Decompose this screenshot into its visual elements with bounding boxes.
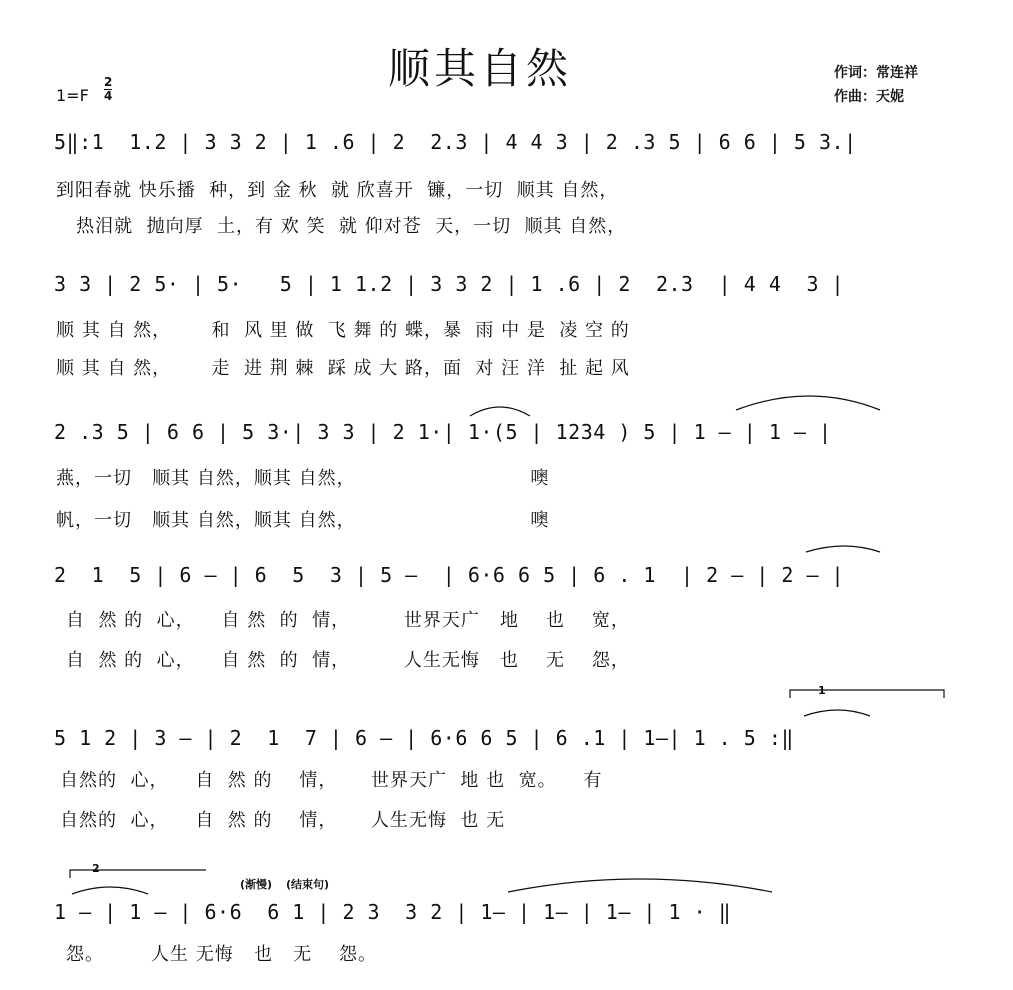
- score-line-1: 5‖:1 1.2 | 3 3 2 | 1 .6 | 2 2.3 | 4 4 3 | 2 .3 5 | 6 6 | 5 3.|: [54, 130, 857, 154]
- lyric-line-5-verse-2: 自然的 心， 自 然 的 情， 人生无悔 也 无: [60, 810, 506, 831]
- lyric-line-2-verse-2: 顺 其 自 然， 走 进 荆 棘 踩 成 大 路，面 对 汪 洋 扯 起 风: [56, 358, 630, 379]
- lyric-line-3-verse-1: 燕，一切 顺其 自然，顺其 自然， 噢: [56, 468, 550, 489]
- time-signature-top: 2: [104, 75, 113, 89]
- volta-1-bracket: [790, 690, 944, 698]
- time-signature-bottom: 4: [104, 89, 113, 103]
- tempo-marking-slow: (渐慢): [240, 878, 273, 891]
- score-line-3: 2 .3 5 | 6 6 | 5 3·| 3 3 | 2 1·| 1·(5 | 1234 ) 5 | 1 — | 1 — |: [54, 420, 832, 444]
- composer-credit: 作曲：天妮: [834, 89, 904, 105]
- slur: [470, 407, 530, 416]
- lyric-line-4-verse-2: 自 然 的 心， 自 然 的 情， 人生无悔 也 无 怨，: [66, 650, 630, 671]
- slur: [508, 879, 772, 892]
- lyricist-credit: 作词：常连祥: [834, 65, 918, 81]
- slur: [804, 710, 870, 716]
- volta-2-label: 2: [92, 862, 100, 875]
- song-title: 顺其自然: [388, 44, 573, 93]
- lyric-line-2-verse-1: 顺 其 自 然， 和 风 里 做 飞 舞 的 蝶，暴 雨 中 是 凌 空 的: [56, 320, 630, 341]
- volta-1-label: 1: [818, 684, 826, 697]
- slur: [806, 546, 880, 552]
- lyric-line-5-verse-1: 自然的 心， 自 然 的 情， 世界天广 地 也 宽。 有: [60, 770, 603, 791]
- slur: [736, 396, 880, 410]
- lyric-line-1-verse-2: 热泪就 抛向厚 土，有 欢 笑 就 仰对苍 天，一切 顺其 自然，: [56, 216, 627, 237]
- score-line-2: 3 3 | 2 5· | 5· 5 | 1 1.2 | 3 3 2 | 1 .6 | 2 2.3 | 4 4 3 |: [54, 272, 845, 296]
- lyric-line-1-verse-1: 到阳春就 快乐播 种，到 金 秋 就 欣喜开 镰，一切 顺其 自然，: [56, 180, 619, 201]
- score-line-6: 1 — | 1 — | 6·6 6 1 | 2 3 3 2 | 1— | 1— | 1— | 1 · ‖: [54, 900, 732, 924]
- key-signature: 1=F: [56, 86, 89, 105]
- lyric-line-6: 怨。 人生 无悔 也 无 怨。: [66, 944, 377, 965]
- ending-marking: (结束句): [286, 878, 330, 891]
- score-line-5: 5 1 2 | 3 — | 2 1 7 | 6 — | 6·6 6 5 | 6 .1 | 1—| 1 . 5 :‖: [54, 726, 794, 750]
- lyric-line-4-verse-1: 自 然 的 心， 自 然 的 情， 世界天广 地 也 宽，: [66, 610, 630, 631]
- lyric-line-3-verse-2: 帆，一切 顺其 自然，顺其 自然， 噢: [56, 510, 550, 531]
- score-line-4: 2 1 5 | 6 — | 6 5 3 | 5 — | 6·6 6 5 | 6 . 1 | 2 — | 2 — |: [54, 563, 845, 587]
- volta-2-bracket: [70, 870, 206, 878]
- slur: [72, 887, 148, 894]
